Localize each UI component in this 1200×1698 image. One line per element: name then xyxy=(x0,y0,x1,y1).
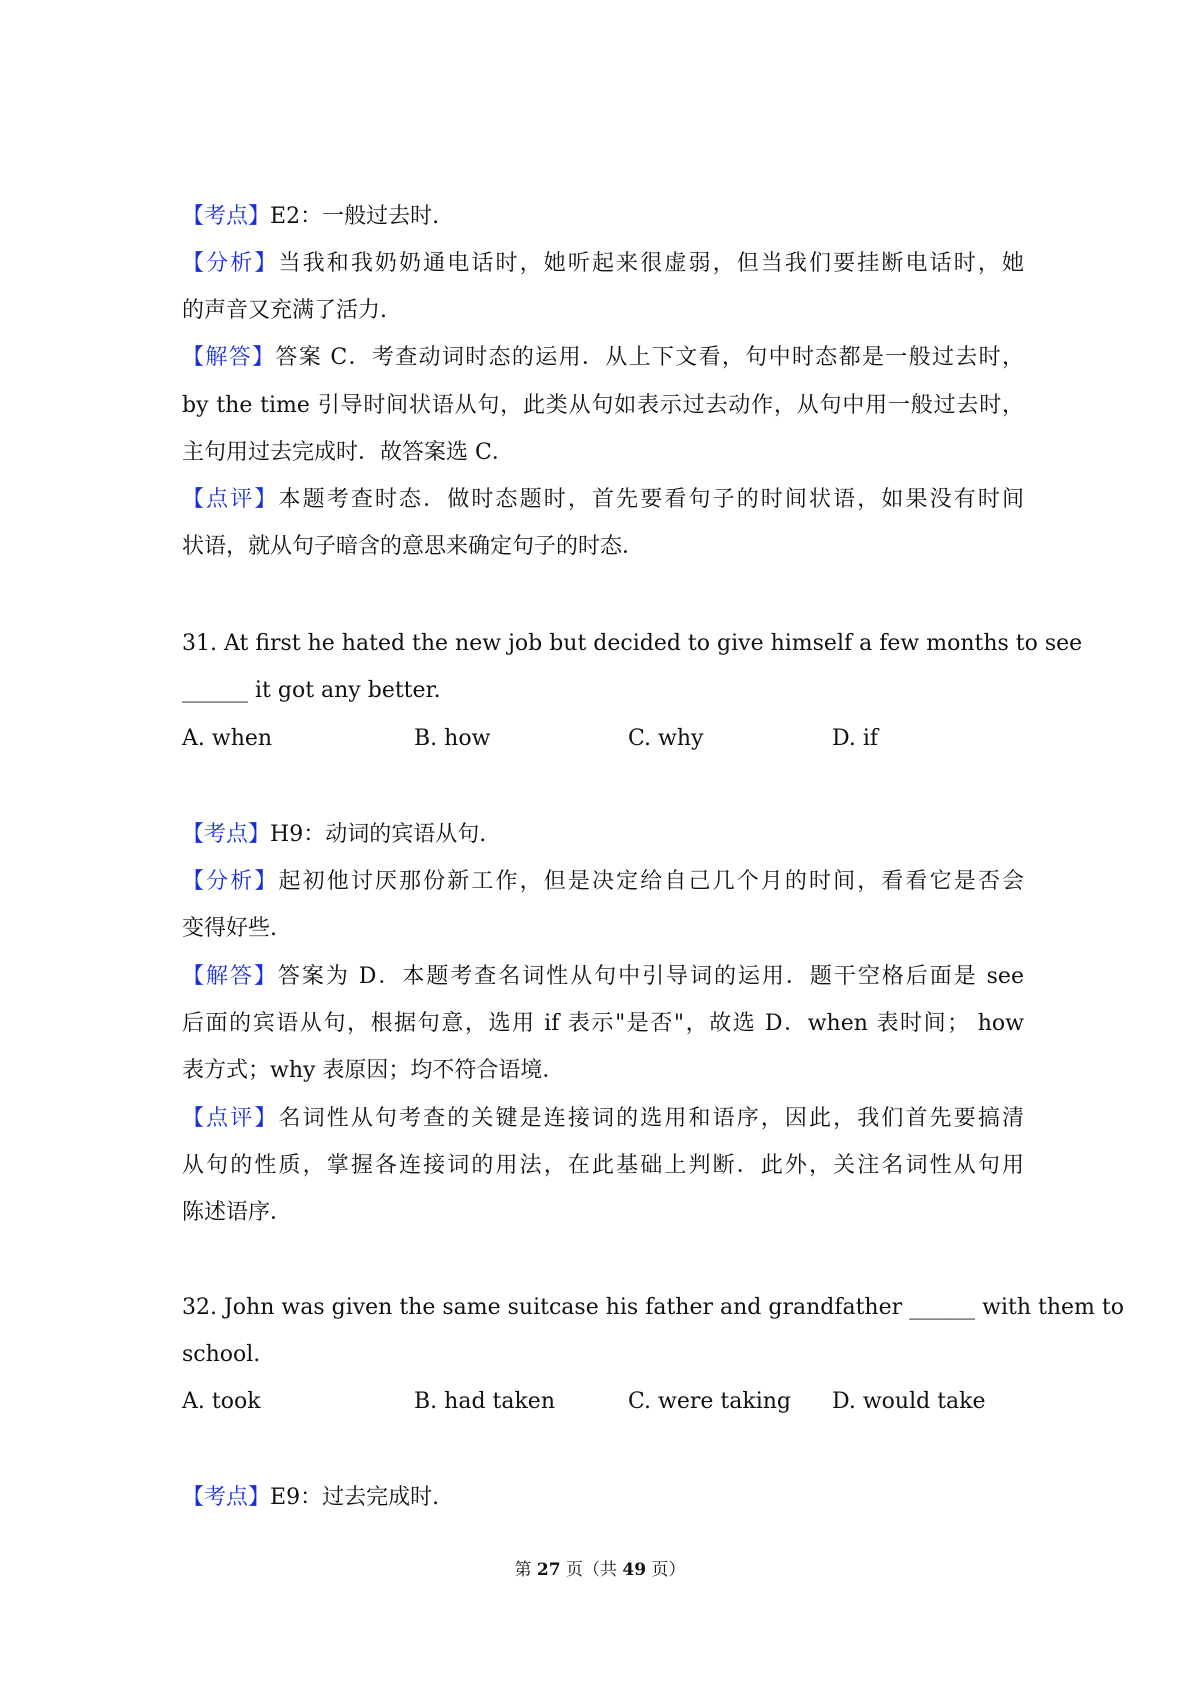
dianping-line-2: 从句的性质，掌握各连接词的用法，在此基础上判断．此外，关注名词性从句用 xyxy=(182,1153,1024,1178)
footer-prefix: 第 xyxy=(514,1560,532,1580)
jieda-text-1: 答案为 D．本题考查名词性从句中引导词的运用．题干空格后面是 see xyxy=(277,964,1024,989)
jieda-line-2: 后面的宾语从句，根据句意，选用 if 表示"是否"，故选 D．when 表时间； how xyxy=(182,1011,1024,1036)
kaodian-text: H9：动词的宾语从句. xyxy=(270,822,487,847)
option-a: A. took xyxy=(182,1389,261,1414)
jieda-line-2: by the time 引导时间状语从句，此类从句如表示过去动作，从句中用一般过去时， xyxy=(182,393,1024,418)
kaodian-line xyxy=(182,820,1024,850)
kaodian-text: E2：一般过去时. xyxy=(270,204,440,229)
option-d: D. if xyxy=(832,726,879,751)
kaodian-text: E9：过去完成时. xyxy=(270,1485,440,1510)
question-32-line-2: school. xyxy=(182,1342,261,1367)
dianping-text-1: 名词性从句考查的关键是连接词的选用和语序，因此，我们首先要搞清 xyxy=(278,1106,1024,1131)
dianping-tag: 【点评】 xyxy=(182,487,279,512)
current-page-number: 27 xyxy=(536,1560,561,1580)
jieda-line-1 xyxy=(182,962,1024,992)
fenxi-line-1 xyxy=(182,867,1024,897)
jieda-line-3: 主句用过去完成时．故答案选 C． xyxy=(182,440,514,465)
jieda-tag: 【解答】 xyxy=(182,345,276,370)
jieda-line-1 xyxy=(182,343,1024,373)
fenxi-text-1: 起初他讨厌那份新工作，但是决定给自己几个月的时间，看看它是否会 xyxy=(278,869,1024,894)
dianping-line-1 xyxy=(182,1104,1024,1134)
fenxi-text-1: 当我和我奶奶通电话时，她听起来很虚弱，但当我们要挂断电话时，她 xyxy=(278,251,1024,276)
fenxi-tag: 【分析】 xyxy=(182,251,279,276)
fenxi-line-2: 变得好些. xyxy=(182,916,277,941)
footer-suffix: 页） xyxy=(651,1560,686,1580)
option-b: B. how xyxy=(414,726,491,751)
kaodian-tag: 【考点】 xyxy=(182,204,271,229)
fenxi-tag: 【分析】 xyxy=(182,869,279,894)
page-footer xyxy=(0,1558,1200,1582)
jieda-text-1: 答案 C．考查动词时态的运用．从上下文看，句中时态都是一般过去时， xyxy=(275,345,1024,370)
question-32-line-1: 32. John was given the same suitcase his father and grandfather ______ with them to xyxy=(182,1295,1124,1320)
dianping-line-1 xyxy=(182,485,1024,515)
fenxi-line-1 xyxy=(182,249,1024,279)
question-31-line-2: ______ it got any better. xyxy=(182,678,441,703)
dianping-line-3: 陈述语序． xyxy=(182,1200,293,1225)
jieda-tag: 【解答】 xyxy=(182,964,278,989)
jieda-line-3: 表方式；why 表原因；均不符合语境． xyxy=(182,1058,565,1083)
question-31-line-1: 31. At first he hated the new job but decided to give himself a few months to see xyxy=(182,631,1083,656)
dianping-tag: 【点评】 xyxy=(182,1106,279,1131)
footer-middle: 页（共 xyxy=(566,1560,617,1580)
option-c: C. were taking xyxy=(628,1389,791,1414)
dianping-text-1: 本题考查时态．做时态题时，首先要看句子的时间状语，如果没有时间 xyxy=(278,487,1024,512)
kaodian-line xyxy=(182,202,1024,232)
kaodian-tag: 【考点】 xyxy=(182,822,271,847)
kaodian-line xyxy=(182,1483,1024,1513)
option-a: A. when xyxy=(182,726,273,751)
option-c: C. why xyxy=(628,726,704,751)
option-b: B. had taken xyxy=(414,1389,555,1414)
dianping-line-2: 状语，就从句子暗含的意思来确定句子的时态． xyxy=(182,534,645,559)
kaodian-tag: 【考点】 xyxy=(182,1485,271,1510)
option-d: D. would take xyxy=(832,1389,986,1414)
fenxi-line-2: 的声音又充满了活力. xyxy=(182,298,387,323)
total-pages-number: 49 xyxy=(622,1560,647,1580)
